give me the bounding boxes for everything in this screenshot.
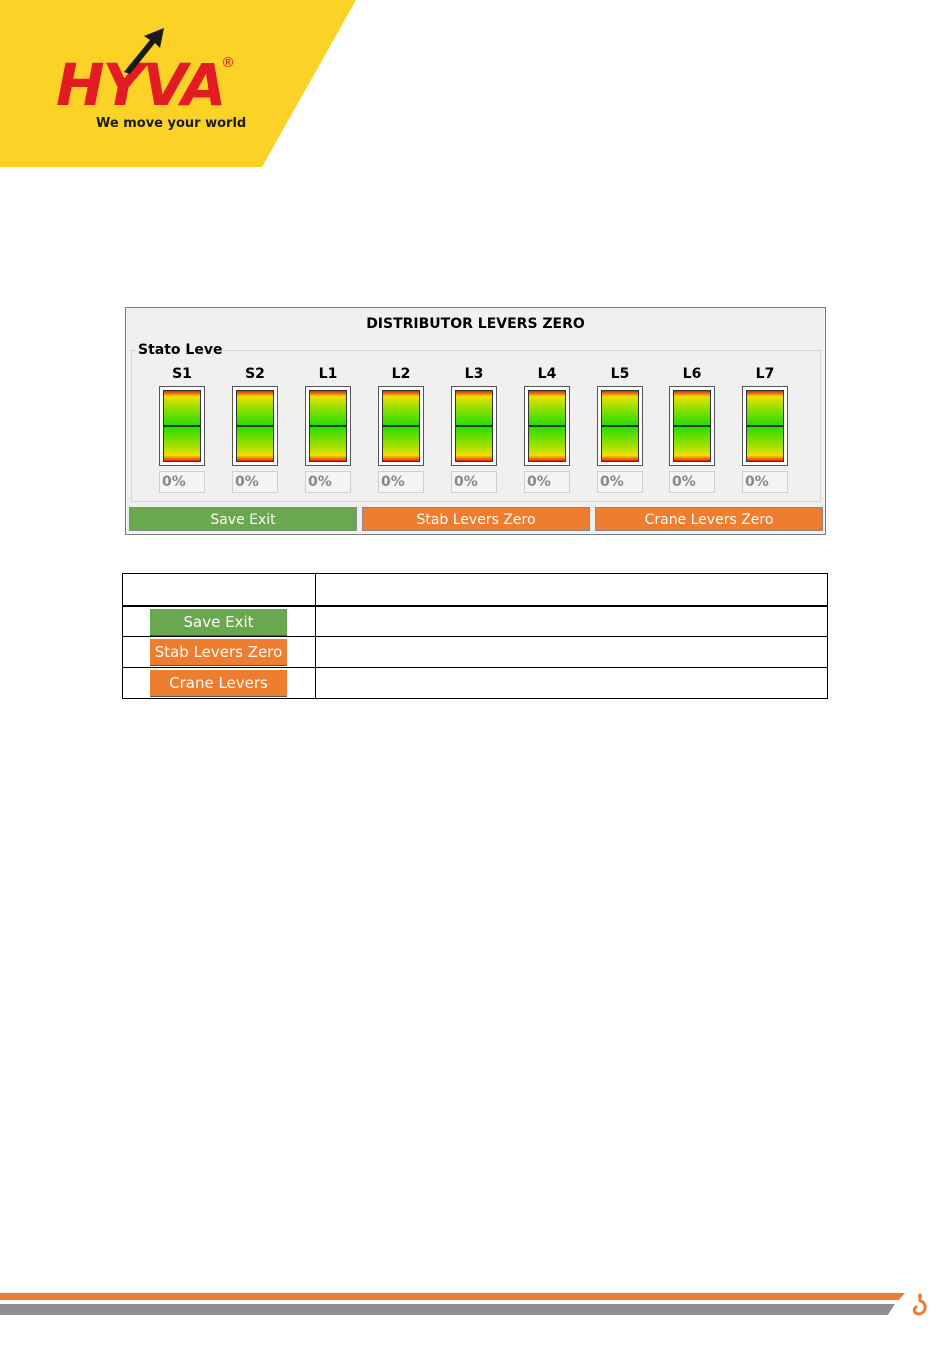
lever-value: 0% <box>159 471 205 493</box>
lever-gauge <box>378 386 424 466</box>
lever-value: 0% <box>232 471 278 493</box>
lever-name: L6 <box>682 366 702 382</box>
lever-gauge <box>305 386 351 466</box>
legend-header-row <box>123 574 828 606</box>
button-legend-table <box>122 573 828 719</box>
lever-gauge <box>597 386 643 466</box>
stab-levers-zero-button[interactable]: Stab Levers Zero <box>362 507 590 531</box>
legend-description <box>316 606 828 637</box>
legend-row <box>123 668 828 699</box>
legend-description <box>316 637 828 668</box>
lever-value: 0% <box>378 471 424 493</box>
lever-name: L7 <box>755 366 775 382</box>
panel-title: DISTRIBUTOR LEVERS ZERO <box>366 316 585 332</box>
lever-value: 0% <box>451 471 497 493</box>
distributor-levers-panel <box>125 307 826 535</box>
lever-gauge <box>524 386 570 466</box>
legend-row <box>123 637 828 668</box>
lever-name: S2 <box>245 366 265 382</box>
legend-row <box>123 606 828 637</box>
legend-crane-levers-zero-button: Crane Levers Zero <box>150 670 287 697</box>
footer-orange-stripe <box>0 1293 905 1300</box>
registered-mark: ® <box>221 55 235 71</box>
brand-tagline: We move your world <box>96 116 247 131</box>
lever-gauge <box>669 386 715 466</box>
lever-value: 0% <box>524 471 570 493</box>
lever-value: 0% <box>305 471 351 493</box>
lever-name: S1 <box>172 366 192 382</box>
legend-description <box>316 668 828 699</box>
logo-arrow-icon <box>120 26 168 76</box>
lever-gauge <box>742 386 788 466</box>
lever-name: L1 <box>318 366 338 382</box>
footer-grey-stripe <box>0 1304 895 1315</box>
group-label: Stato Leve <box>138 342 223 358</box>
lever-value: 0% <box>742 471 788 493</box>
lever-name: L5 <box>610 366 630 382</box>
lever-gauge <box>159 386 205 466</box>
legend-save-exit-button: Save Exit <box>150 609 287 636</box>
lever-gauge <box>451 386 497 466</box>
lever-name: L3 <box>464 366 484 382</box>
legend-stab-levers-zero-button: Stab Levers Zero <box>150 639 287 666</box>
lever-name: L2 <box>391 366 411 382</box>
save-exit-button[interactable]: Save Exit <box>129 507 357 531</box>
crane-hook-icon <box>909 1293 931 1317</box>
brand-logo-text: HYVA <box>56 51 225 119</box>
lever-gauge <box>232 386 278 466</box>
lever-value: 0% <box>669 471 715 493</box>
lever-value: 0% <box>597 471 643 493</box>
crane-levers-zero-button[interactable]: Crane Levers Zero <box>595 507 823 531</box>
lever-name: L4 <box>537 366 557 382</box>
